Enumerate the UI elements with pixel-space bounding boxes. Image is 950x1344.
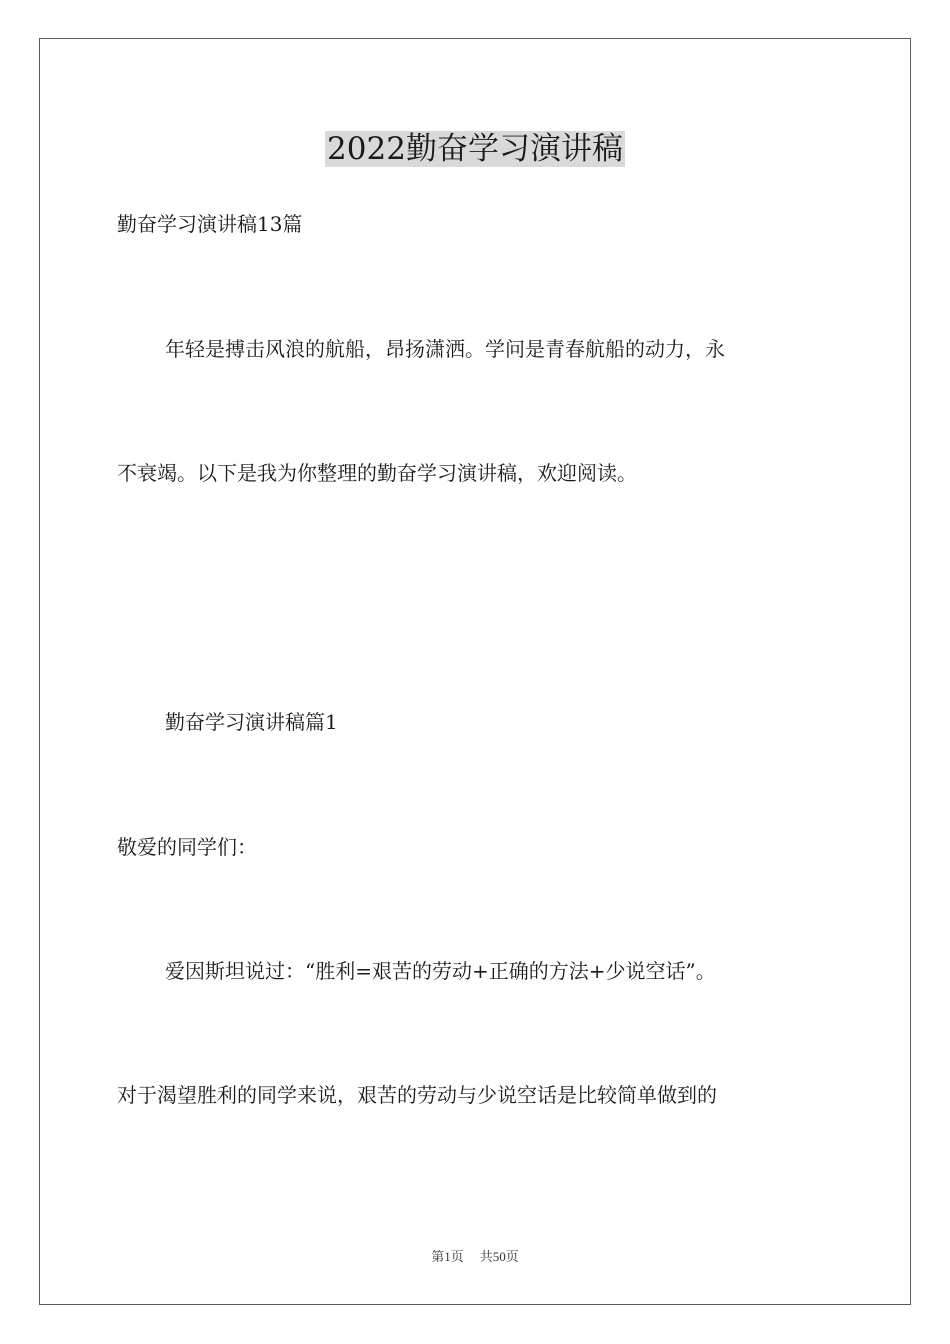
subtitle-line: 勤奋学习演讲稿13篇 [117,212,303,236]
section-heading: 勤奋学习演讲稿篇1 [165,710,338,734]
paragraph-line: 年轻是搏击风浪的航船，昂扬潇洒。学问是青春航船的动力，永 [165,337,725,361]
page-total: 共50页 [479,1249,519,1264]
paragraph-line: 对于渴望胜利的同学来说，艰苦的劳动与少说空话是比较简单做到的 [117,1083,717,1107]
document-title [0,128,950,170]
document-title-text: 2022勤奋学习演讲稿 [327,131,623,167]
paragraph-line: 爱因斯坦说过：“胜利=艰苦的劳动+正确的方法+少说空话”。 [165,959,716,983]
paragraph-line: 不衰竭。以下是我为你整理的勤奋学习演讲稿，欢迎阅读。 [117,461,637,485]
page-number: 第1页 [431,1249,464,1264]
page-footer [0,1248,950,1266]
salutation-line: 敬爱的同学们： [117,835,257,859]
